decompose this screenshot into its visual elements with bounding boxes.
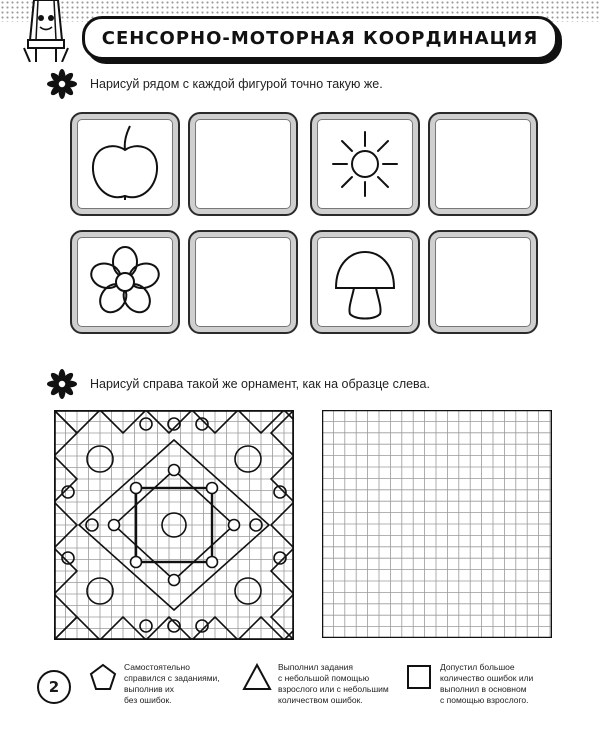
- square-icon: [404, 662, 434, 692]
- legend-item-square: [404, 662, 533, 706]
- footer: [0, 658, 600, 728]
- legend-text-pentagon: Самостоятельно справился с заданиями, выполнив их без ошибок.: [124, 662, 220, 705]
- legend-text-square: Допустил большое количество ошибок или выполнил в основном с помощью взрослого.: [440, 662, 534, 705]
- tile-pair-apple: [70, 112, 298, 216]
- sample-tile-sun: [310, 112, 420, 216]
- sun-drawing: [312, 114, 418, 214]
- pencil-mascot-icon: [16, 0, 76, 62]
- flower-bullet-icon: [46, 68, 78, 100]
- tile-pair-sun: [310, 112, 538, 216]
- mushroom-drawing: [312, 232, 418, 332]
- legend-item-pentagon: [88, 662, 220, 706]
- answer-tile-mushroom[interactable]: [428, 230, 538, 334]
- task2-instruction: Нарисуй справа такой же орнамент, как на образце слева.: [90, 377, 430, 391]
- answer-tile-flower[interactable]: [188, 230, 298, 334]
- sample-tile-apple: [70, 112, 180, 216]
- flower-drawing: [72, 232, 178, 332]
- tile-pair-flower: [70, 230, 298, 334]
- page-number: 2: [37, 670, 71, 704]
- title-banner: [82, 16, 558, 60]
- legend-item-triangle: [242, 662, 389, 706]
- triangle-icon: [242, 662, 272, 692]
- legend-text-triangle: Выполнил задания с небольшой помощью взрослого или с небольшим количеством ошибок.: [278, 662, 389, 705]
- apple-drawing: [72, 114, 178, 214]
- task1-row: [46, 68, 383, 100]
- ornament-answer-grid[interactable]: [322, 410, 552, 638]
- flower-bullet-icon: [46, 368, 78, 400]
- page-title: СЕНСОРНО-МОТОРНАЯ КООРДИНАЦИЯ: [101, 27, 539, 49]
- sample-tile-flower: [70, 230, 180, 334]
- ornament-grid-lines: [54, 410, 294, 640]
- answer-grid-lines: [322, 410, 552, 638]
- ornament-sample-grid: [54, 410, 294, 640]
- answer-tile-apple[interactable]: [188, 112, 298, 216]
- task1-instruction: Нарисуй рядом с каждой фигурой точно такую же.: [90, 77, 383, 91]
- task2-row: [46, 368, 430, 400]
- sample-tile-mushroom: [310, 230, 420, 334]
- answer-tile-sun[interactable]: [428, 112, 538, 216]
- pentagon-icon: [88, 662, 118, 692]
- tile-pair-mushroom: [310, 230, 538, 334]
